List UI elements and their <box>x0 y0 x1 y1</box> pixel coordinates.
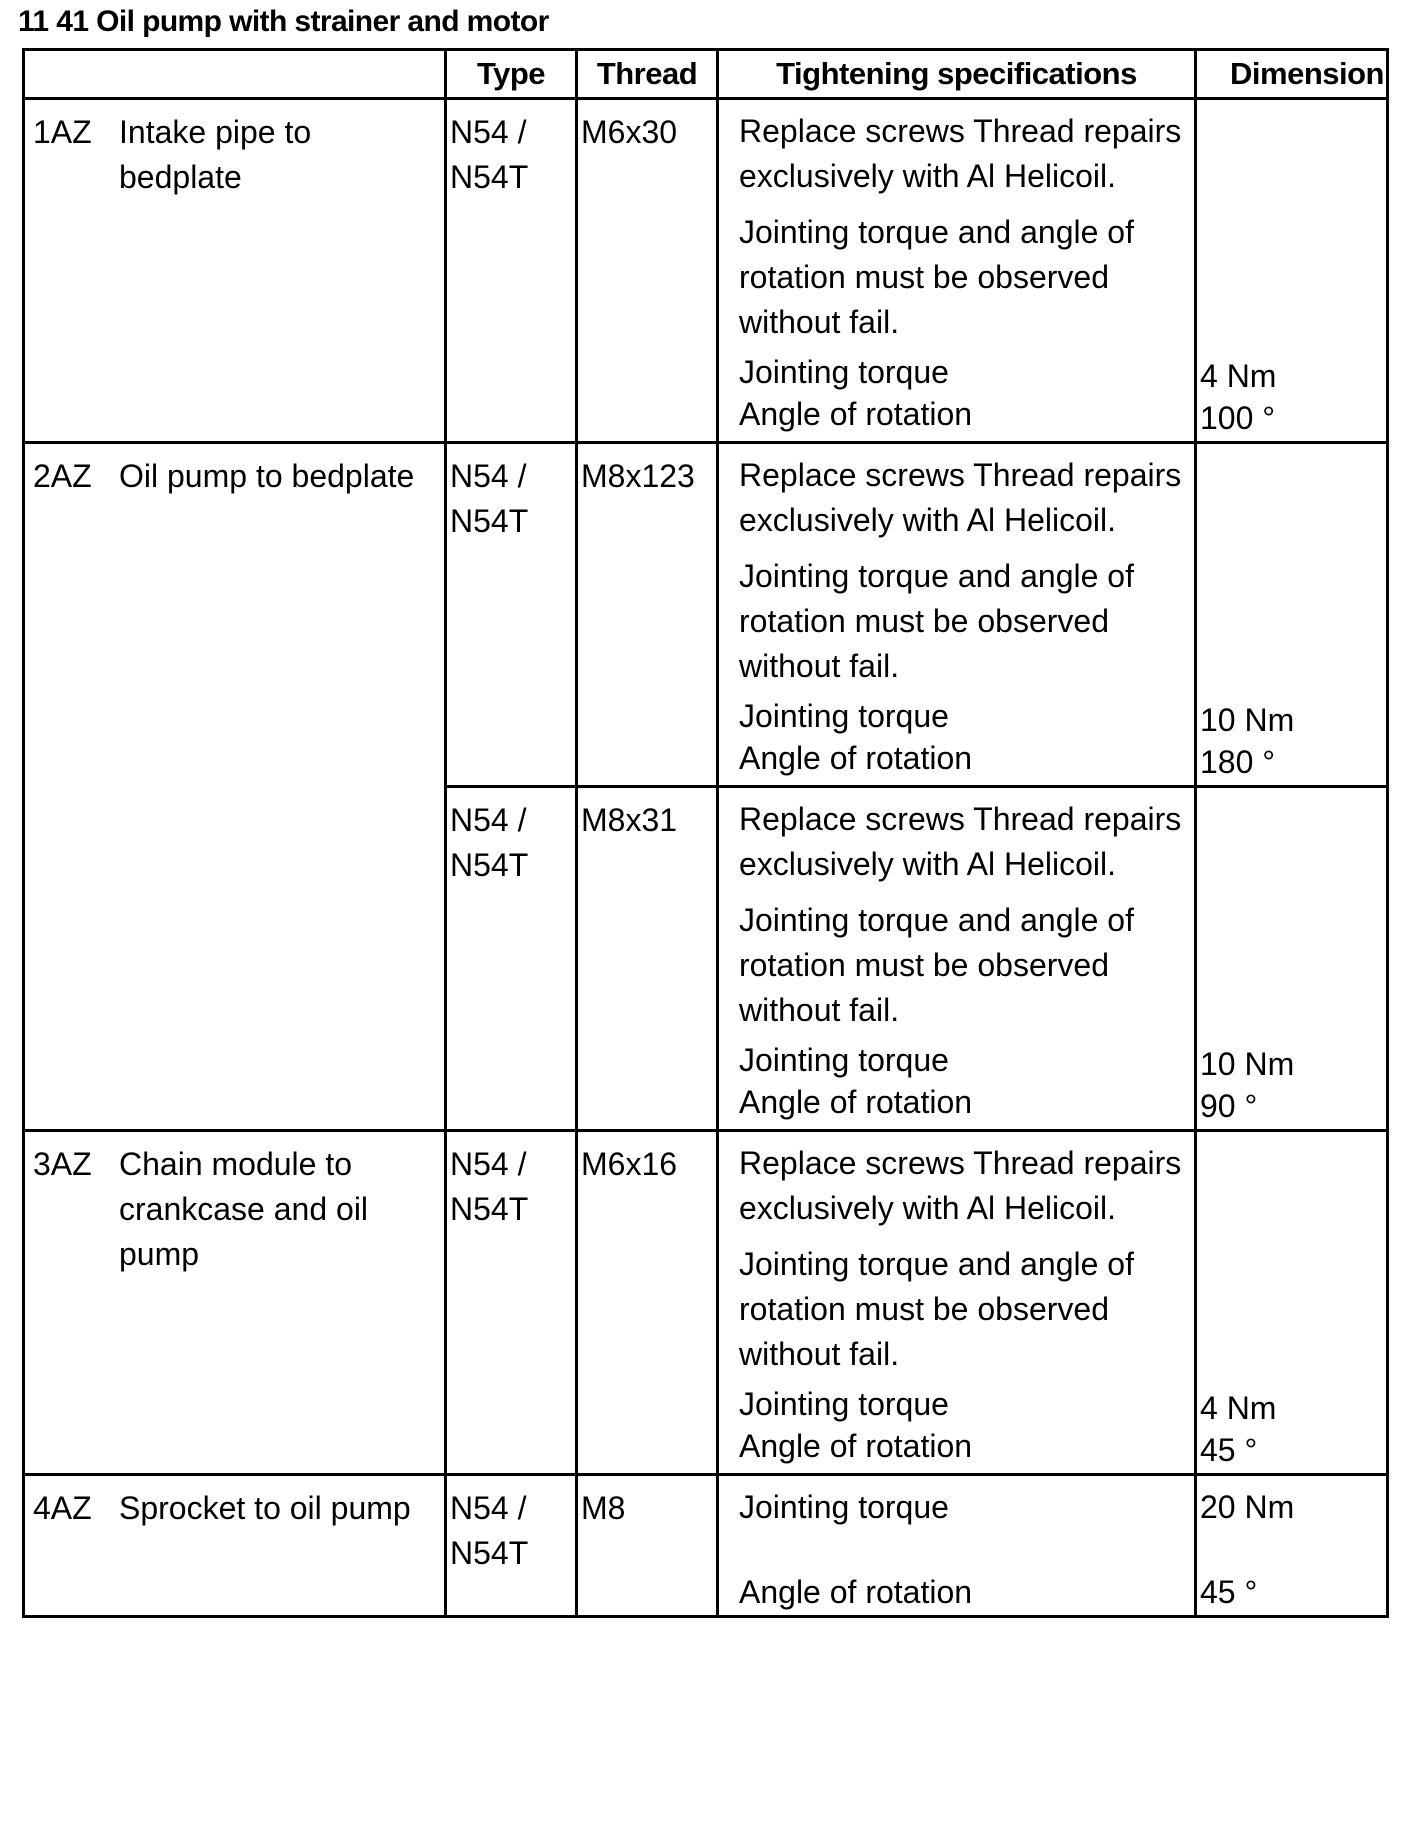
torque-value: 10 Nm <box>1200 702 1295 738</box>
specification-table <box>22 48 1389 1618</box>
table-row <box>24 1131 1388 1475</box>
angle-value: 90 ° <box>1200 1088 1258 1124</box>
table-row <box>24 99 1388 443</box>
header-label <box>24 50 446 99</box>
type-cell: N54 / N54T <box>446 787 577 1131</box>
row-description: Chain module to crankcase and oil pump <box>119 1146 369 1272</box>
specs-cell <box>718 99 1196 443</box>
angle-value: 45 ° <box>1200 1574 1258 1610</box>
angle-label: Angle of rotation <box>739 740 973 776</box>
label-cell <box>24 1131 446 1475</box>
table-row <box>24 1475 1388 1617</box>
row-description: Oil pump to bedplate <box>119 458 415 494</box>
label-cell <box>24 1475 446 1617</box>
thread-cell: M8 <box>577 1475 718 1617</box>
type-cell: N54 / N54T <box>446 443 577 787</box>
header-row <box>24 50 1388 99</box>
row-code: 4AZ <box>33 1490 92 1526</box>
angle-value: 100 ° <box>1200 400 1276 436</box>
header-dimension: Dimension <box>1196 50 1388 99</box>
torque-label: Jointing torque <box>739 1386 949 1422</box>
specs-cell <box>718 1131 1196 1475</box>
type-cell: N54 / N54T <box>446 1131 577 1475</box>
torque-label: Jointing torque <box>739 1042 949 1078</box>
header-thread: Thread <box>577 50 718 99</box>
row-description: Intake pipe to bedplate <box>119 114 312 195</box>
note-helicoil: Replace screws Thread repairs exclusively with Al Helicoil. <box>739 113 1182 194</box>
note-helicoil: Replace screws Thread repairs exclusively with Al Helicoil. <box>739 457 1182 538</box>
note-observe: Jointing torque and angle of rotation must be observed without fail. <box>739 902 1134 1028</box>
type-cell: N54 / N54T <box>446 1475 577 1617</box>
specs-cell <box>718 787 1196 1131</box>
torque-label: Jointing torque <box>739 1489 949 1525</box>
thread-cell: M8x123 <box>577 443 718 787</box>
angle-value: 45 ° <box>1200 1432 1258 1468</box>
row-code: 1AZ <box>33 114 92 150</box>
angle-label: Angle of rotation <box>739 396 973 432</box>
angle-label: Angle of rotation <box>739 1084 973 1120</box>
thread-cell: M8x31 <box>577 787 718 1131</box>
note-observe: Jointing torque and angle of rotation must be observed without fail. <box>739 558 1134 684</box>
type-cell: N54 / N54T <box>446 99 577 443</box>
row-code: 3AZ <box>33 1146 92 1182</box>
torque-value: 4 Nm <box>1200 1390 1277 1426</box>
angle-value: 180 ° <box>1200 744 1276 780</box>
note-helicoil: Replace screws Thread repairs exclusively with Al Helicoil. <box>739 1145 1182 1226</box>
header-specs: Tightening specifications <box>718 50 1196 99</box>
dimension-cell <box>1196 99 1388 443</box>
dimension-cell <box>1196 1475 1388 1617</box>
header-type: Type <box>446 50 577 99</box>
row-description: Sprocket to oil pump <box>119 1490 411 1526</box>
label-cell <box>24 99 446 443</box>
table-row <box>24 443 1388 787</box>
torque-value: 10 Nm <box>1200 1046 1295 1082</box>
torque-label: Jointing torque <box>739 698 949 734</box>
specs-cell <box>718 443 1196 787</box>
note-observe: Jointing torque and angle of rotation must be observed without fail. <box>739 214 1134 340</box>
dimension-cell <box>1196 443 1388 787</box>
label-cell <box>24 443 446 1131</box>
torque-value: 4 Nm <box>1200 358 1277 394</box>
page-title: 11 41 Oil pump with strainer and motor <box>18 5 549 38</box>
row-code: 2AZ <box>33 458 92 494</box>
specs-cell <box>718 1475 1196 1617</box>
thread-cell: M6x30 <box>577 99 718 443</box>
angle-label: Angle of rotation <box>739 1428 973 1464</box>
thread-cell: M6x16 <box>577 1131 718 1475</box>
note-observe: Jointing torque and angle of rotation must be observed without fail. <box>739 1246 1134 1372</box>
dimension-cell <box>1196 1131 1388 1475</box>
note-helicoil: Replace screws Thread repairs exclusively with Al Helicoil. <box>739 801 1182 882</box>
angle-label: Angle of rotation <box>739 1574 973 1610</box>
torque-value: 20 Nm <box>1200 1489 1295 1525</box>
dimension-cell <box>1196 787 1388 1131</box>
torque-label: Jointing torque <box>739 354 949 390</box>
